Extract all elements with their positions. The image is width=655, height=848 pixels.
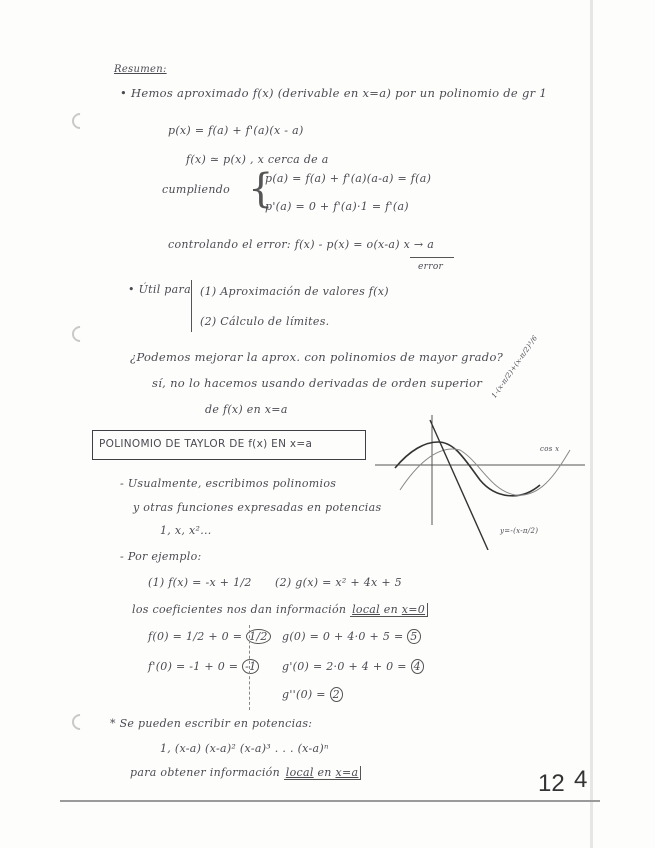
graph-label-cos: cos x bbox=[540, 445, 560, 453]
powers-list: 1, x, x²... bbox=[160, 524, 212, 537]
cumpliendo-label: cumpliendo bbox=[162, 183, 231, 196]
f1-value: -1 bbox=[242, 659, 259, 674]
error-line: controlando el error: f(x) - p(x) = o(x-a) x → a bbox=[168, 238, 435, 251]
taylor-title-box bbox=[92, 430, 366, 460]
g0-text: g(0) = 0 + 4·0 + 5 = bbox=[282, 630, 404, 643]
example-1: (1) f(x) = -x + 1/2 bbox=[148, 576, 252, 589]
coefficients-line bbox=[132, 603, 428, 616]
taylor-graph bbox=[370, 380, 585, 550]
page-number: 12 bbox=[538, 770, 565, 797]
polynomial-curve bbox=[400, 449, 570, 495]
f0-text: f(0) = 1/2 + 0 = bbox=[148, 630, 243, 643]
error-underbrace bbox=[410, 257, 454, 258]
g2-value: 2 bbox=[330, 687, 343, 702]
condition-1: p(a) = f(a) + f'(a)(a-a) = f(a) bbox=[265, 172, 432, 185]
graph-label-polynomial: 1-(x-π/2)+(x-π/2)³/6 bbox=[490, 334, 540, 400]
error-label: error bbox=[418, 262, 444, 272]
brace: { bbox=[248, 166, 274, 212]
obtain-line bbox=[130, 766, 361, 779]
g2-line bbox=[282, 688, 343, 701]
en-word: en bbox=[317, 766, 332, 779]
g0-value: 5 bbox=[407, 629, 420, 644]
g0-line bbox=[282, 630, 421, 643]
answer-2: de f(x) en x=a bbox=[205, 403, 288, 416]
powers-a-list: 1, (x-a) (x-a)² (x-a)³ . . . (x-a)ⁿ bbox=[160, 742, 329, 755]
star-line: * Se pueden escribir en potencias: bbox=[110, 717, 313, 730]
divider-line bbox=[191, 280, 192, 332]
xa-word: x=a bbox=[335, 766, 359, 779]
tangent-line bbox=[430, 420, 488, 550]
obtain-text: para obtener información bbox=[130, 766, 280, 779]
taylor-title: POLINOMIO DE TAYLOR DE f(x) EN x=a bbox=[99, 438, 313, 450]
f0-line bbox=[148, 630, 271, 643]
util-item-2: (2) Cálculo de límites. bbox=[200, 315, 330, 328]
graph-label-tangent: y=-(x-π/2) bbox=[500, 527, 539, 535]
ejemplo-label: - Por ejemplo: bbox=[120, 550, 202, 563]
example-2: (2) g(x) = x² + 4x + 5 bbox=[275, 576, 402, 589]
equation-approx: f(x) ≃ p(x) , x cerca de a bbox=[186, 153, 329, 166]
g1-line bbox=[282, 660, 424, 673]
heading: Resumen: bbox=[114, 64, 167, 75]
usual-line-1: - Usualmente, escribimos polinomios bbox=[120, 477, 337, 490]
g1-text: g'(0) = 2·0 + 4 + 0 = bbox=[282, 660, 407, 673]
f0-value: 1/2 bbox=[246, 629, 271, 644]
page-number-right: 4 bbox=[574, 766, 588, 793]
column-divider bbox=[249, 625, 250, 710]
page-bottom-edge bbox=[60, 800, 600, 802]
condition-2: p'(a) = 0 + f'(a)·1 = f'(a) bbox=[265, 200, 409, 213]
coefficients-text: los coeficientes nos dan información bbox=[132, 603, 347, 616]
equation-p: p(x) = f(a) + f'(a)(x - a) bbox=[168, 124, 304, 137]
util-label: • Útil para bbox=[128, 283, 191, 296]
f1-text: f'(0) = -1 + 0 = bbox=[148, 660, 239, 673]
usual-line-2: y otras funciones expresadas en potencias bbox=[133, 501, 382, 514]
g2-text: g''(0) = bbox=[282, 688, 326, 701]
page-edge bbox=[590, 0, 593, 848]
local-word: local bbox=[352, 603, 380, 616]
f1-line bbox=[148, 660, 259, 673]
util-item-1: (1) Aproximación de valores f(x) bbox=[200, 285, 389, 298]
local-word: local bbox=[285, 766, 314, 779]
x0-word: x=0 bbox=[401, 603, 426, 616]
en-word: en bbox=[383, 603, 398, 616]
g1-value: 4 bbox=[411, 659, 424, 674]
answer-1: sí, no lo hacemos usando derivadas de orden superior bbox=[152, 376, 483, 390]
bullet-approx: • Hemos aproximado f(x) (derivable en x=a) por un polinomio de gr 1 bbox=[120, 86, 547, 100]
question: ¿Podemos mejorar la aprox. con polinomios de mayor grado? bbox=[130, 350, 504, 364]
